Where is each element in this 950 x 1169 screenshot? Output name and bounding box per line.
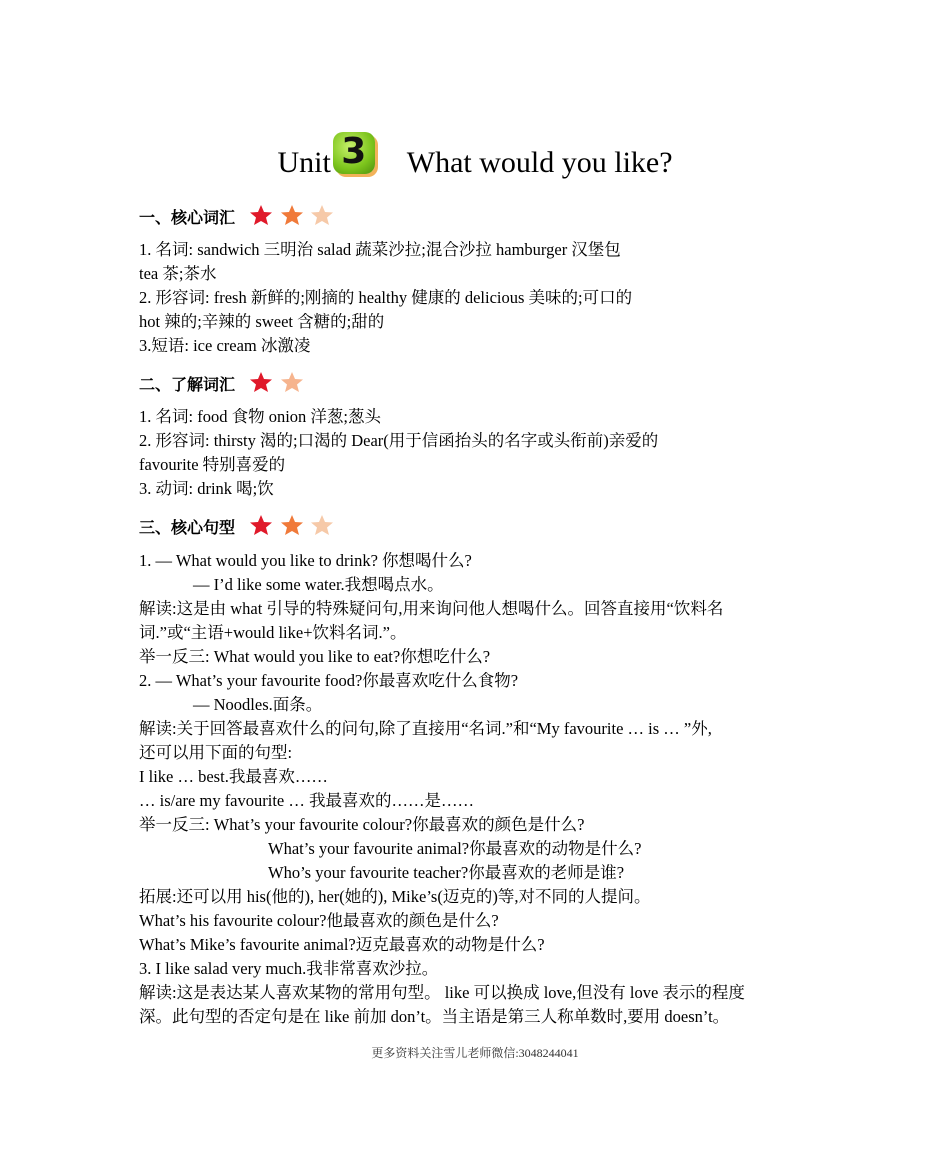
section-heading-text: 一、核心词汇 xyxy=(139,208,236,227)
text-line: What’s Mike’s favourite animal?迈克最喜欢的动物是什么? xyxy=(139,935,545,954)
difficulty-stars xyxy=(249,204,335,232)
text-line: What’s his favourite colour?他最喜欢的颜色是什么? xyxy=(139,911,499,930)
star-icon xyxy=(249,514,273,536)
text-line: 词.”或“主语+would like+饮料名词.”。 xyxy=(139,623,407,642)
text-line: I like … best.我最喜欢…… xyxy=(139,767,328,786)
text-line: hot 辣的;辛辣的 sweet 含糖的;甜的 xyxy=(139,312,385,331)
text-line: 3. I like salad very much.我非常喜欢沙拉。 xyxy=(139,959,439,978)
section-heading-core-vocab xyxy=(139,204,335,232)
section-heading-extra-vocab xyxy=(139,371,305,399)
unit-number-badge xyxy=(331,132,377,176)
text-line: 拓展:还可以用 his(他的), her(她的), Mike’s(迈克的)等,对不同的人提问。 xyxy=(139,887,651,906)
text-line: 2. — What’s your favourite food?你最喜欢吃什么食物? xyxy=(139,671,519,690)
text-line: 1. 名词: food 食物 onion 洋葱;葱头 xyxy=(139,407,381,426)
unit-word: Unit xyxy=(277,146,331,179)
text-line: — I’d like some water.我想喝点水。 xyxy=(193,575,444,594)
half-star-icon xyxy=(310,514,334,536)
difficulty-stars xyxy=(249,514,335,542)
star-icon xyxy=(280,514,304,536)
star-icon xyxy=(280,204,304,226)
section-heading-core-sentences xyxy=(139,514,335,542)
half-star-icon xyxy=(280,371,304,393)
star-icon xyxy=(249,371,273,393)
text-line: tea 茶;茶水 xyxy=(139,264,217,283)
text-line: 1. 名词: sandwich 三明治 salad 蔬菜沙拉;混合沙拉 hamburger 汉堡包 xyxy=(139,240,621,259)
footer-note: 更多资料关注雪儿老师微信:3048244041 xyxy=(371,1046,579,1060)
text-line: 3. 动词: drink 喝;饮 xyxy=(139,479,274,498)
section-heading-text: 二、了解词汇 xyxy=(139,375,236,394)
text-line: 举一反三: What would you like to eat?你想吃什么? xyxy=(139,647,491,666)
title-text: What would you like? xyxy=(406,146,673,179)
text-line: 解读:这是由 what 引导的特殊疑问句,用来询问他人想喝什么。回答直接用“饮料名 xyxy=(139,599,724,618)
text-line: 3.短语: ice cream 冰激凌 xyxy=(139,336,311,355)
text-line: 解读:关于回答最喜欢什么的问句,除了直接用“名词.”和“My favourite … is … ”外, xyxy=(139,719,712,738)
star-icon xyxy=(249,204,273,226)
half-star-icon xyxy=(310,204,334,226)
text-line: 还可以用下面的句型: xyxy=(139,743,293,762)
text-line: 1. — What would you like to drink? 你想喝什么? xyxy=(139,551,472,570)
text-line: 深。此句型的否定句是在 like 前加 don’t。当主语是第三人称单数时,要用 doesn’t。 xyxy=(139,1007,730,1026)
text-line: favourite 特别喜爱的 xyxy=(139,455,286,474)
text-line: 2. 形容词: fresh 新鲜的;刚摘的 healthy 健康的 delicious 美味的;可口的 xyxy=(139,288,633,307)
unit-number: 3 xyxy=(341,131,367,172)
section-heading-text: 三、核心句型 xyxy=(139,518,236,537)
text-line: 举一反三: What’s your favourite colour?你最喜欢的颜色是什么? xyxy=(139,815,585,834)
text-line: — Noodles.面条。 xyxy=(193,695,323,714)
text-line: What’s your favourite animal?你最喜欢的动物是什么? xyxy=(268,839,642,858)
text-line: … is/are my favourite … 我最喜欢的……是…… xyxy=(139,791,474,810)
page-title xyxy=(0,132,950,183)
difficulty-stars xyxy=(249,371,305,399)
text-line: Who’s your favourite teacher?你最喜欢的老师是谁? xyxy=(268,863,625,882)
text-line: 2. 形容词: thirsty 渴的;口渴的 Dear(用于信函抬头的名字或头衔前)亲爱的 xyxy=(139,431,659,450)
text-line: 解读:这是表达某人喜欢某物的常用句型。 like 可以换成 love,但没有 love 表示的程度 xyxy=(139,983,745,1002)
